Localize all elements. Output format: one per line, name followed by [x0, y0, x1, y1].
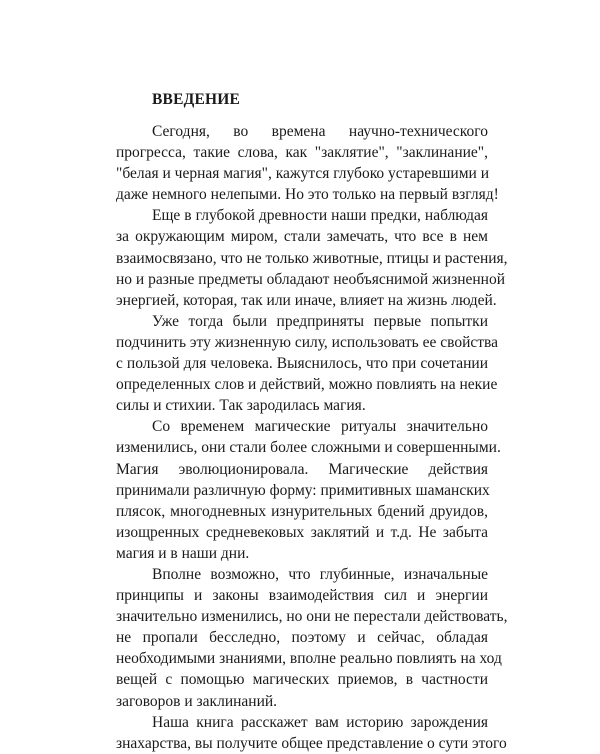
body-text	[116, 121, 508, 754]
text-line: плясок, многодневных изнурительных бдений друидов,	[116, 502, 488, 520]
text-line: необходимыми знаниями, вполне реально повлиять на ход	[116, 650, 502, 668]
text-line: с пользой для человека. Выяснилось, что при сочетании	[116, 355, 488, 373]
text-line: вещей с помощью магических приемов, в частности	[116, 671, 488, 689]
text-line: заговоров и заклинаний.	[116, 692, 278, 710]
text-line: изощренных средневековых заклятий и т.д. Не забыта	[116, 523, 488, 541]
text-line: Магия эволюционировала. Магические действия	[116, 460, 488, 478]
text-line: определенных слов и действий, можно повлиять на некие	[116, 376, 498, 394]
text-line: Сегодня, во времена научно-технического	[152, 123, 488, 140]
text-line: Еще в глубокой древности наши предки, наблюдая	[152, 207, 488, 225]
text-line: "белая и черная магия", кажутся глубоко устаревшими и	[116, 165, 489, 183]
text-line: энергией, которая, так или иначе, влияет на жизнь людей.	[116, 291, 497, 309]
text-line: но и разные предметы обладают необъяснимой жизненной	[116, 270, 506, 288]
text-line: подчинить эту жизненную силу, использовать ее свойства	[116, 333, 499, 351]
text-line: Уже тогда были предприняты первые попытки	[152, 312, 488, 330]
text-line: Вполне возможно, что глубинные, изначальные	[152, 565, 488, 583]
text-line: магия и в наши дни.	[116, 544, 250, 562]
text-line: принимали различную форму: примитивных шаманских	[116, 481, 490, 499]
text-line: значительно изменились, но они не перестали действовать,	[116, 608, 508, 626]
page-title: ВВЕДЕНИЕ	[152, 91, 241, 108]
text-line: взаимосвязано, что не только животные, птицы и растения,	[116, 249, 508, 267]
text-line: не пропали бесследно, поэтому и сейчас, обладая	[116, 629, 488, 647]
text-line: Со временем магические ритуалы значительно	[152, 418, 488, 436]
text-line: прогресса, такие слова, как "заклятие", "заклинание",	[116, 144, 488, 162]
text-line: силы и стихии. Так зародилась магия.	[116, 397, 366, 415]
text-line: Наша книга расскажет вам историю зарождения	[152, 713, 488, 731]
text-line: знахарства, вы получите общее представление о сути этого	[116, 734, 507, 752]
text-line: даже немного нелепыми. Но это только на первый взгляд!	[116, 186, 499, 204]
text-line: изменились, они стали более сложными и совершенными.	[116, 439, 501, 457]
text-line: принципы и законы взаимодействия сил и энергии	[116, 587, 488, 605]
text-line: за окружающим миром, стали замечать, что все в нем	[116, 228, 488, 246]
